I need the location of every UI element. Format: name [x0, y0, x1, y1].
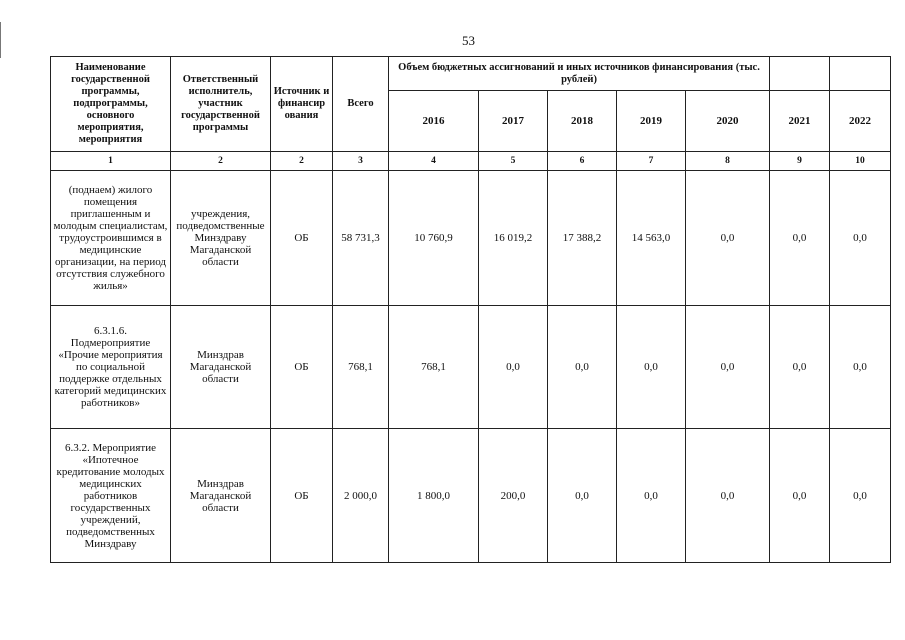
executor-cell: Минздрав Магаданской области — [171, 306, 271, 429]
value-2017: 200,0 — [479, 429, 548, 563]
column-number: 5 — [479, 152, 548, 171]
header-executor: Ответственный исполнитель, участник государственной программы — [171, 57, 271, 152]
value-2020: 0,0 — [686, 429, 770, 563]
activity-name: 6.3.1.6. Подмероприятие «Прочие мероприятия по социальной поддержке отдельных категорий медицинских работников» — [51, 306, 171, 429]
column-number: 2 — [271, 152, 333, 171]
value-2017: 16 019,2 — [479, 171, 548, 306]
header-total: Всего — [333, 57, 389, 152]
column-number: 10 — [830, 152, 891, 171]
column-number: 6 — [548, 152, 617, 171]
column-number: 1 — [51, 152, 171, 171]
value-2018: 17 388,2 — [548, 171, 617, 306]
value-2019: 0,0 — [617, 429, 686, 563]
value-2022: 0,0 — [830, 171, 891, 306]
value-2020: 0,0 — [686, 171, 770, 306]
table-row — [51, 171, 891, 306]
header-source: Источник и финансир ования — [271, 57, 333, 152]
header-year: 2020 — [686, 91, 770, 152]
page-number: 53 — [462, 33, 475, 48]
header-funding-group: Объем бюджетных ассигнований и иных источников финансирования (тыс. рублей) — [389, 57, 770, 91]
activity-name: (поднаем) жилого помещения приглашенным и молодым специалистам, трудоустроившимся в медицинские организации, на период отсутствия служебного жилья» — [51, 171, 171, 306]
value-2021: 0,0 — [770, 171, 830, 306]
column-number: 9 — [770, 152, 830, 171]
total-cell: 2 000,0 — [333, 429, 389, 563]
executor-cell: учреждения, подведомственные Минздраву Магаданской области — [171, 171, 271, 306]
activity-name: 6.3.2. Мероприятие «Ипотечное кредитование молодых медицинских работников государственных учреждений, подведомственных Минздраву — [51, 429, 171, 563]
value-2019: 14 563,0 — [617, 171, 686, 306]
table-row — [51, 306, 891, 429]
value-2021: 0,0 — [770, 306, 830, 429]
source-cell: ОБ — [271, 429, 333, 563]
budget-table — [50, 56, 891, 563]
value-2017: 0,0 — [479, 306, 548, 429]
total-cell: 768,1 — [333, 306, 389, 429]
header-year: 2022 — [830, 91, 891, 152]
header-year: 2021 — [770, 91, 830, 152]
value-2016: 768,1 — [389, 306, 479, 429]
header-year: 2018 — [548, 91, 617, 152]
source-cell: ОБ — [271, 171, 333, 306]
header-empty-2 — [830, 57, 891, 91]
column-number: 8 — [686, 152, 770, 171]
value-2016: 1 800,0 — [389, 429, 479, 563]
value-2016: 10 760,9 — [389, 171, 479, 306]
column-number-row — [51, 152, 891, 171]
column-number: 3 — [333, 152, 389, 171]
header-year: 2017 — [479, 91, 548, 152]
value-2018: 0,0 — [548, 429, 617, 563]
value-2018: 0,0 — [548, 306, 617, 429]
value-2020: 0,0 — [686, 306, 770, 429]
column-number: 4 — [389, 152, 479, 171]
value-2019: 0,0 — [617, 306, 686, 429]
header-empty-1 — [770, 57, 830, 91]
header-name: Наименование государственной программы, подпрограммы, основного мероприятия, мероприятия — [51, 57, 171, 152]
header-year: 2019 — [617, 91, 686, 152]
table-row — [51, 429, 891, 563]
column-number: 7 — [617, 152, 686, 171]
source-cell: ОБ — [271, 306, 333, 429]
executor-cell: Минздрав Магаданской области — [171, 429, 271, 563]
scan-edge-mark — [0, 22, 4, 58]
column-number: 2 — [171, 152, 271, 171]
value-2021: 0,0 — [770, 429, 830, 563]
value-2022: 0,0 — [830, 306, 891, 429]
total-cell: 58 731,3 — [333, 171, 389, 306]
value-2022: 0,0 — [830, 429, 891, 563]
header-year: 2016 — [389, 91, 479, 152]
